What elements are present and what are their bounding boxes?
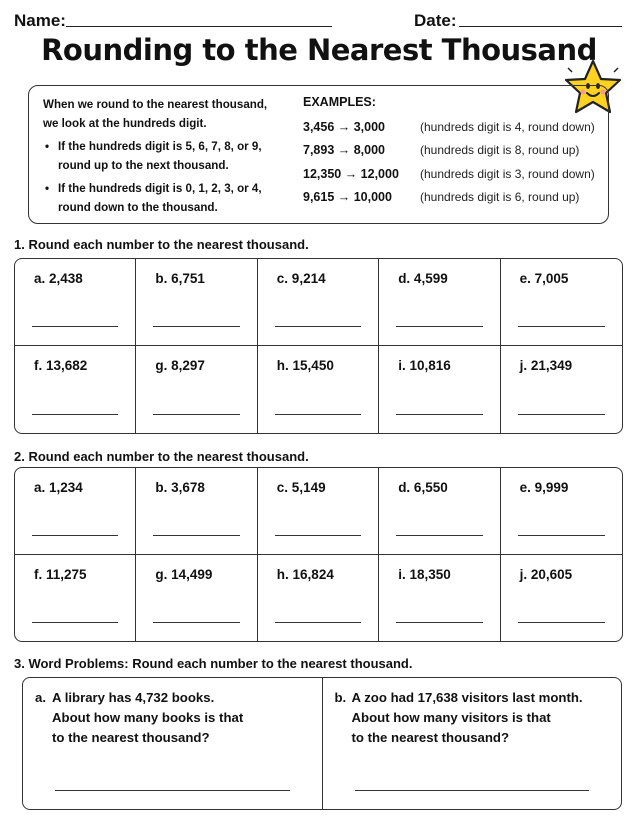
rule-line: round up to the next thousand. (58, 159, 229, 172)
problem-label: b. (334, 690, 347, 705)
example-calc: 12,350 → 12,000 (303, 166, 399, 181)
name-label: Name: (14, 11, 66, 30)
rules-text (43, 95, 293, 217)
problem-number: c. 9,214 (276, 271, 326, 286)
rule-line: • If the hundreds digit is 5, 6, 7, 8, or 9, (58, 140, 262, 153)
problem-number: h. 16,824 (276, 566, 334, 582)
problem-cell (258, 259, 379, 346)
section-2-grid (14, 467, 623, 642)
problem-number: f. 13,682 (34, 358, 88, 373)
problem-cell (501, 555, 622, 642)
answer-line[interactable] (518, 535, 605, 536)
problem-cell (501, 346, 622, 433)
problem-number: g. 14,499 (155, 566, 213, 582)
problem-number: e. 9,999 (519, 480, 569, 495)
problem-cell (258, 346, 379, 433)
answer-line[interactable] (153, 414, 239, 415)
problem-number: i. 18,350 (398, 566, 451, 582)
rules-box (28, 85, 609, 224)
answer-line[interactable] (275, 414, 361, 415)
word-problems-box (22, 677, 622, 810)
date-field[interactable] (459, 26, 622, 27)
problem-number: h. 15,450 (276, 358, 334, 373)
example-row (303, 162, 603, 186)
word-problem-a-text (35, 688, 243, 748)
answer-line[interactable] (518, 414, 605, 415)
example-calc: 3,456 → 3,000 (303, 119, 386, 134)
problem-line: About how many books is that (52, 710, 244, 725)
rule-line: round down to the thousand. (58, 201, 218, 214)
word-problem-b (322, 678, 622, 809)
problem-number: a. 1,234 (34, 480, 83, 495)
answer-line[interactable] (153, 622, 239, 623)
example-calc: 9,615 → 10,000 (303, 190, 392, 205)
problem-cell (15, 259, 136, 346)
example-row (303, 139, 603, 163)
answer-line[interactable] (275, 622, 361, 623)
answer-line[interactable] (153, 535, 239, 536)
problem-line: A library has 4,732 books. (52, 690, 215, 705)
answer-line[interactable] (32, 622, 118, 623)
problem-cell (15, 555, 136, 642)
answer-line[interactable] (275, 326, 361, 327)
answer-line[interactable] (32, 326, 118, 327)
answer-line[interactable] (518, 326, 605, 327)
problem-number: j. 20,605 (519, 566, 573, 582)
section-1-title: 1. Round each number to the nearest thousand. (14, 237, 309, 252)
answer-line[interactable] (275, 535, 361, 536)
problem-number: a. 2,438 (34, 271, 83, 286)
word-problem-b-text (335, 688, 583, 748)
example-note: (hundreds digit is 4, round down) (420, 119, 595, 134)
page-title: Rounding to the Nearest Thousand (41, 33, 597, 67)
name-field[interactable] (66, 26, 332, 27)
intro-line: we look at the hundreds digit. (43, 117, 207, 130)
problem-number: i. 10,816 (398, 358, 451, 373)
date-label: Date: (414, 11, 457, 30)
problem-cell (136, 346, 257, 433)
answer-line[interactable] (396, 622, 482, 623)
rule-line: • If the hundreds digit is 0, 1, 2, 3, or 4, (58, 182, 262, 195)
problem-number: b. 3,678 (155, 480, 205, 495)
problem-number: e. 7,005 (519, 271, 569, 286)
problem-number: f. 11,275 (34, 566, 87, 582)
problem-cell (258, 468, 379, 555)
problem-number: d. 4,599 (398, 271, 448, 286)
problem-number: c. 5,149 (276, 480, 326, 495)
example-note: (hundreds digit is 6, round up) (420, 190, 580, 205)
problem-cell (379, 555, 500, 642)
problem-cell (136, 468, 257, 555)
problem-line: About how many visitors is that (351, 710, 551, 725)
problem-cell (258, 555, 379, 642)
section-1-grid (14, 258, 623, 434)
example-calc: 7,893 → 8,000 (303, 143, 386, 158)
answer-line[interactable] (32, 414, 118, 415)
problem-line: A zoo had 17,638 visitors last month. (351, 690, 583, 705)
example-row (303, 115, 603, 139)
example-note: (hundreds digit is 3, round down) (420, 166, 595, 181)
problem-cell (379, 346, 500, 433)
problem-cell (15, 346, 136, 433)
answer-line[interactable] (55, 790, 290, 791)
problem-number: j. 21,349 (519, 358, 573, 373)
examples-title: EXAMPLES: (303, 95, 376, 109)
problem-number: g. 8,297 (155, 358, 205, 373)
problem-cell (379, 468, 500, 555)
problem-cell (501, 259, 622, 346)
problem-cell (136, 555, 257, 642)
problem-label: a. (35, 690, 46, 705)
example-row (303, 186, 603, 210)
problem-line: to the nearest thousand? (52, 730, 210, 745)
example-note: (hundreds digit is 8, round up) (420, 143, 580, 158)
section-3-title: 3. Word Problems: Round each number to the nearest thousand. (14, 656, 413, 671)
problem-number: d. 6,550 (398, 480, 448, 495)
answer-line[interactable] (32, 535, 118, 536)
answer-line[interactable] (396, 326, 482, 327)
problem-cell (379, 259, 500, 346)
answer-line[interactable] (396, 535, 482, 536)
round-up-rule (43, 137, 293, 175)
examples-panel (303, 95, 603, 209)
answer-line[interactable] (518, 622, 605, 623)
answer-line[interactable] (396, 414, 482, 415)
round-down-rule (43, 179, 293, 217)
answer-line[interactable] (355, 790, 590, 791)
problem-number: b. 6,751 (155, 271, 205, 286)
problem-cell (15, 468, 136, 555)
section-2-title: 2. Round each number to the nearest thousand. (14, 449, 309, 464)
answer-line[interactable] (153, 326, 239, 327)
problem-cell (136, 259, 257, 346)
problem-line: to the nearest thousand? (351, 730, 510, 745)
intro-line: When we round to the nearest thousand, (43, 98, 268, 111)
problem-cell (501, 468, 622, 555)
word-problem-a (23, 678, 322, 809)
